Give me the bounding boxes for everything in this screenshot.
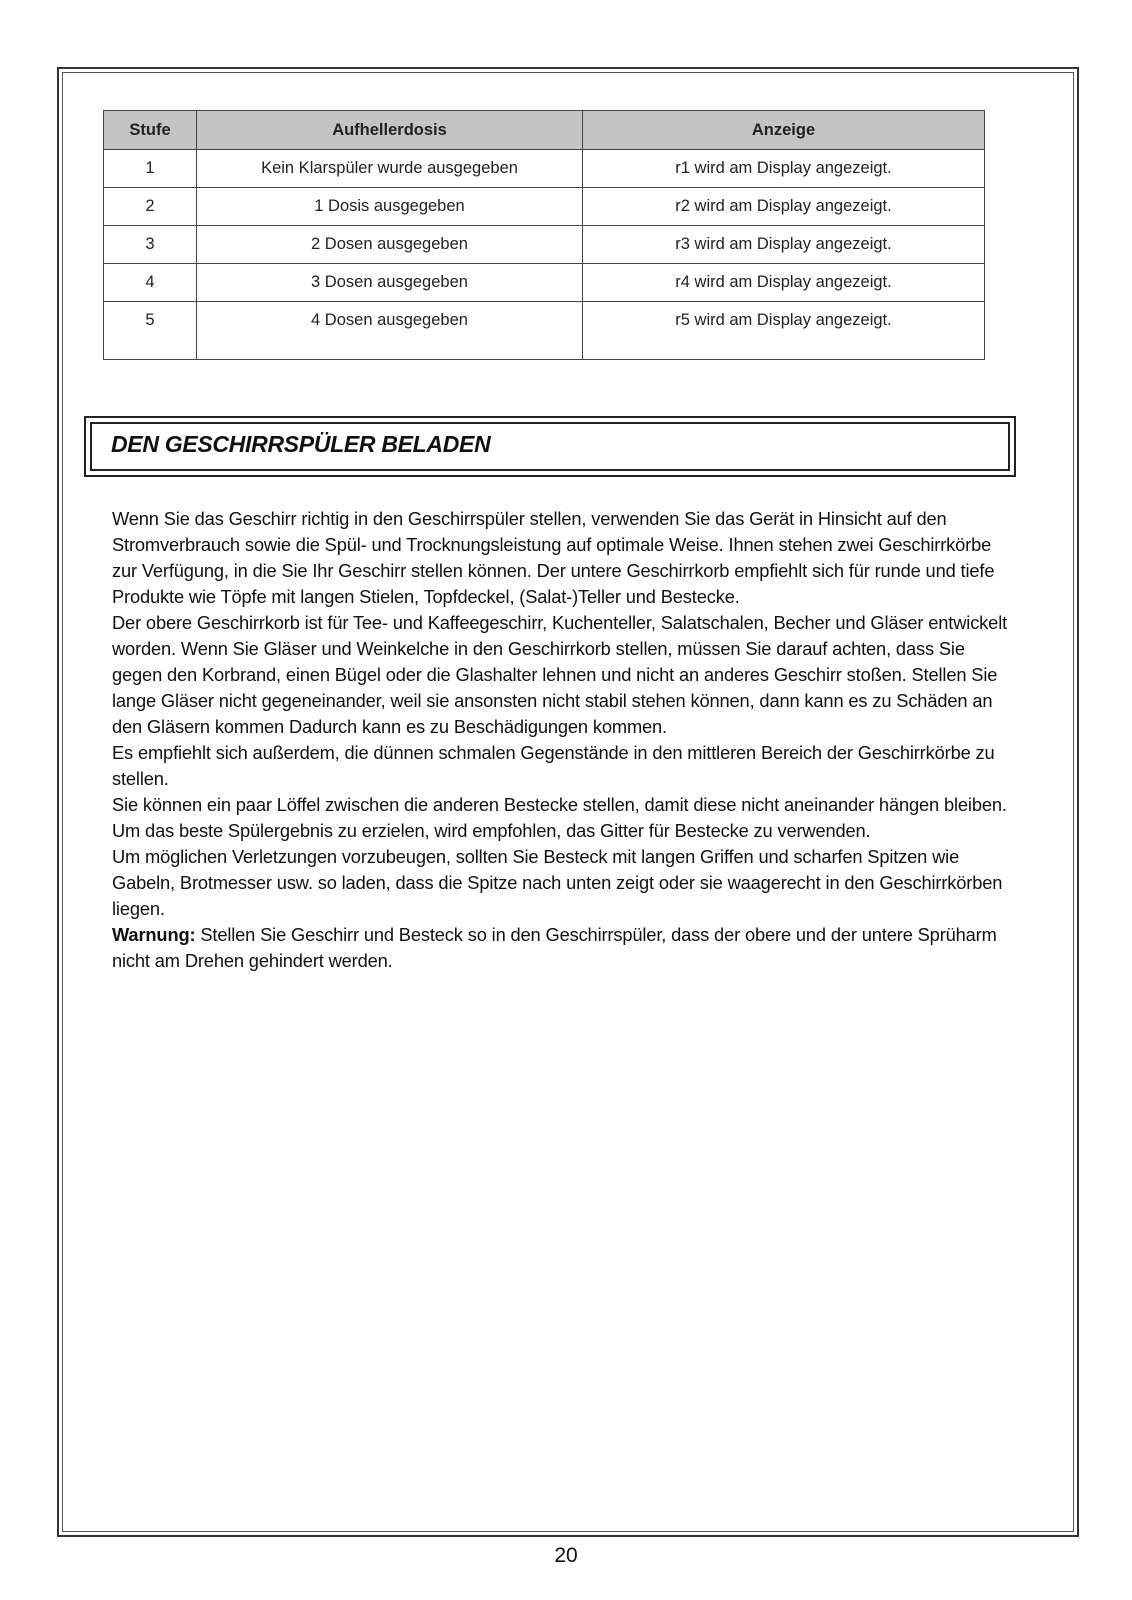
cell-dose: 3 Dosen ausgegeben <box>197 264 583 302</box>
section-title: DEN GESCHIRRSPÜLER BELADEN <box>111 431 491 457</box>
cell-display: r4 wird am Display angezeigt. <box>583 264 985 302</box>
header-anzeige: Anzeige <box>583 111 985 150</box>
cell-display: r1 wird am Display angezeigt. <box>583 150 985 188</box>
cell-dose: 4 Dosen ausgegeben <box>197 302 583 360</box>
warning-paragraph <box>112 922 1012 974</box>
paragraph: Sie können ein paar Löffel zwischen die anderen Bestecke stellen, damit diese nicht aneinander hängen bleiben. Um das beste Spülergebnis zu erzielen, wird empfohlen, das Gitter für Bestecke zu verwenden. <box>112 794 1007 841</box>
section-body <box>112 506 1012 974</box>
header-stufe: Stufe <box>104 111 197 150</box>
warning-text: Stellen Sie Geschirr und Besteck so in den Geschirrspüler, dass der obere und der untere Sprüharm nicht am Drehen gehindert werden. <box>112 924 997 971</box>
table-row <box>104 150 985 188</box>
header-aufhellerdosis: Aufhellerdosis <box>197 111 583 150</box>
section-heading-box <box>84 416 1016 477</box>
cell-display: r5 wird am Display angezeigt. <box>583 302 985 360</box>
cell-dose: Kein Klarspüler wurde ausgegeben <box>197 150 583 188</box>
paragraph: Um möglichen Verletzungen vorzubeugen, sollten Sie Besteck mit langen Griffen und scharfen Spitzen wie Gabeln, Brotmesser usw. so laden, dass die Spitze nach unten zeigt oder sie waagerecht in den Geschirrkörben liegen. <box>112 846 1003 919</box>
cell-stufe: 5 <box>104 302 197 360</box>
table-row <box>104 302 985 360</box>
paragraph: Wenn Sie das Geschirr richtig in den Geschirrspüler stellen, verwenden Sie das Gerät in Hinsicht auf den Stromverbrauch sowie die Spül- und Trocknungsleistung auf optimale Weise. Ihnen stehen zwei Geschirrkörbe zur Verfügung, in die Sie Ihr Geschirr stellen können. Der untere Geschirrkorb empfiehlt sich für runde und tiefe Produkte wie Töpfe mit langen Stielen, Topfdeckel, (Salat-)Teller und Bestecke. <box>112 508 995 607</box>
paragraph: Es empfiehlt sich außerdem, die dünnen schmalen Gegenstände in den mittleren Bereich der Geschirrkörbe zu stellen. <box>112 742 995 789</box>
cell-stufe: 4 <box>104 264 197 302</box>
table-header-row <box>104 111 985 150</box>
rinse-aid-dose-table <box>103 110 985 360</box>
cell-stufe: 3 <box>104 226 197 264</box>
table-row <box>104 226 985 264</box>
paragraph: Der obere Geschirrkorb ist für Tee- und Kaffeegeschirr, Kuchenteller, Salatschalen, Becher und Gläser entwickelt worden. Wenn Sie Gläser und Weinkelche in den Geschirrkorb stellen, müssen Sie darauf achten, dass Sie gegen den Korbrand, einen Bügel oder die Glashalter lehnen und nicht an anderes Geschirr stoßen. Stellen Sie lange Gläser nicht gegeneinander, weil sie ansonsten nicht stabil stehen können, dann kann es zu Schäden an den Gläsern kommen Dadurch kann es zu Beschädigungen kommen. <box>112 612 1008 737</box>
cell-stufe: 1 <box>104 150 197 188</box>
page-number: 20 <box>554 1544 578 1567</box>
cell-display: r2 wird am Display angezeigt. <box>583 188 985 226</box>
cell-dose: 1 Dosis ausgegeben <box>197 188 583 226</box>
warning-label: Warnung: <box>112 924 196 945</box>
cell-display: r3 wird am Display angezeigt. <box>583 226 985 264</box>
table-row <box>104 188 985 226</box>
cell-dose: 2 Dosen ausgegeben <box>197 226 583 264</box>
cell-stufe: 2 <box>104 188 197 226</box>
table-row <box>104 264 985 302</box>
